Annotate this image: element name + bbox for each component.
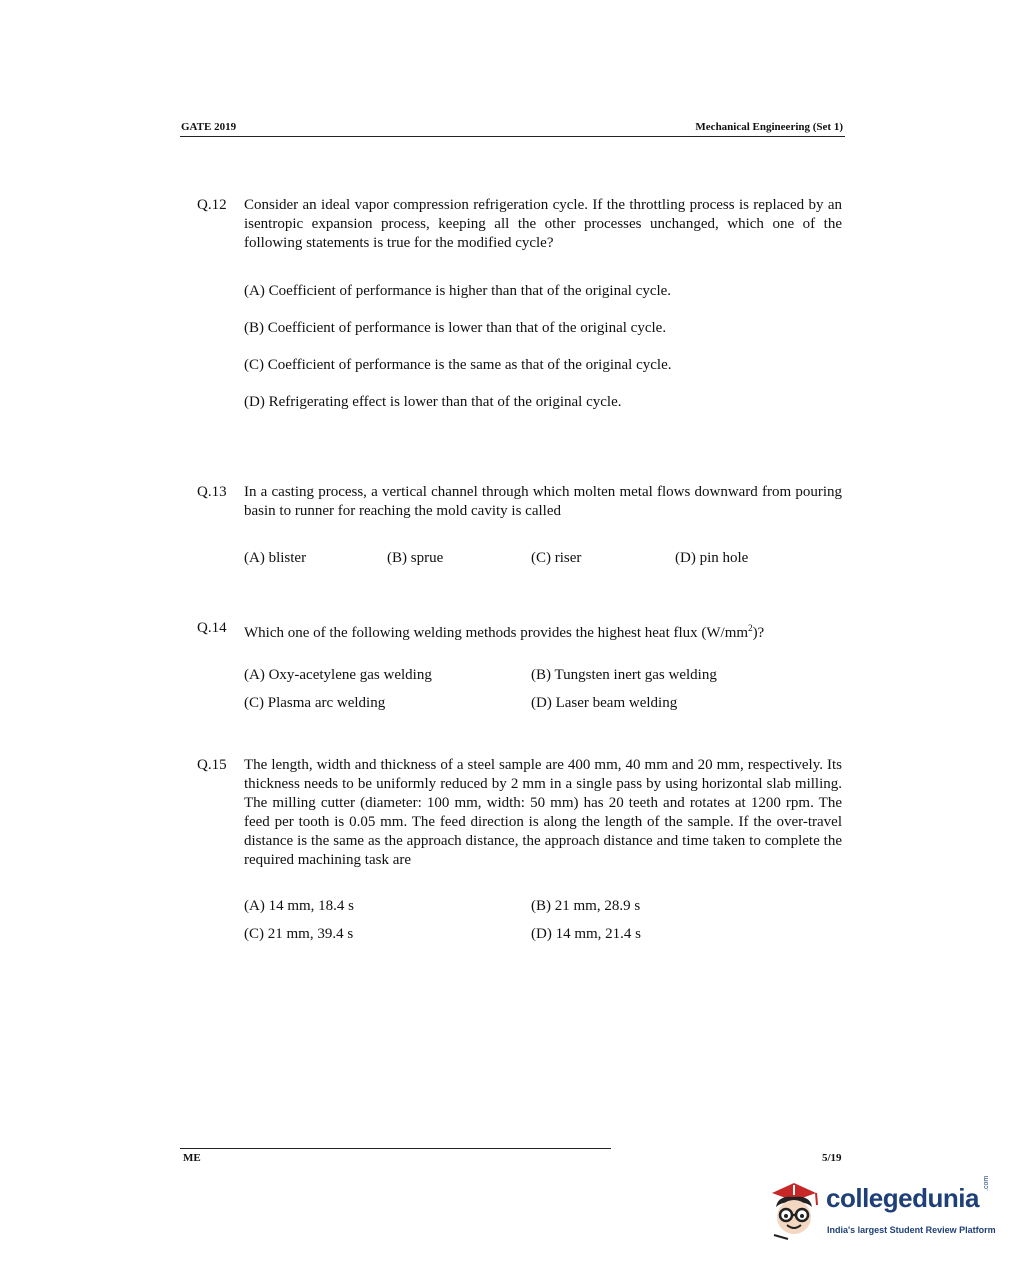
header-paper-title: Mechanical Engineering (Set 1) — [695, 121, 843, 133]
question-text: Consider an ideal vapor compression refrigeration cycle. If the throttling process is replaced by an isentropic expansion process, keeping all the other processes unchanged, which one of the following statements is true for the modified cycle? — [244, 197, 842, 251]
question-text: In a casting process, a vertical channel through which molten metal flows downward from pouring basin to runner for reaching the mold cavity is called — [244, 484, 842, 519]
logo-tagline: India's largest Student Review Platform — [827, 1225, 996, 1235]
option-c: (C) riser — [531, 550, 582, 566]
option-b: (B) sprue — [387, 550, 444, 566]
question-text: The length, width and thickness of a steel sample are 400 mm, 40 mm and 20 mm, respectively. Its thickness needs to be uniformly reduced by 2 mm in a single pass by using horizontal slab milling. The milling cutter (diameter: 100 mm, width: 50 mm) has 20 teeth and rotates at 1200 rpm. The feed per tooth is 0.05 mm. The feed direction is along the length of the sample. If the over-travel distance is the same as the approach distance, the approach distance and time taken to complete the required machining task are — [244, 757, 842, 868]
option-c: (C) Coefficient of performance is the same as that of the original cycle. — [244, 357, 672, 373]
question-15 — [197, 756, 842, 870]
question-text — [244, 619, 842, 643]
question-number: Q.13 — [197, 484, 227, 500]
question-text-main: Which one of the following welding methods provides the highest heat flux (W/mm — [244, 625, 749, 641]
footer-divider — [180, 1148, 611, 1149]
header-divider — [180, 136, 845, 137]
option-d: (D) 14 mm, 21.4 s — [531, 926, 641, 942]
option-a: (A) Oxy-acetylene gas welding — [244, 667, 432, 683]
question-12 — [197, 196, 842, 253]
option-a: (A) Coefficient of performance is higher than that of the original cycle. — [244, 283, 672, 299]
option-d: (D) Laser beam welding — [531, 695, 678, 711]
superscript: 2 — [748, 623, 753, 633]
question-14 — [197, 619, 842, 643]
option-d: (D) Refrigerating effect is lower than that of the original cycle. — [244, 394, 622, 410]
footer-subject-code: ME — [183, 1152, 201, 1164]
mascot-icon — [766, 1177, 824, 1247]
option-b: (B) 21 mm, 28.9 s — [531, 898, 641, 914]
option-c: (C) 21 mm, 39.4 s — [244, 926, 354, 942]
option-a: (A) 14 mm, 18.4 s — [244, 898, 354, 914]
logo-wordmark: collegedunia — [826, 1183, 979, 1213]
question-text-end: )? — [752, 625, 765, 641]
page-number: 5/19 — [822, 1152, 842, 1164]
logo-domain-suffix: .com — [983, 1175, 990, 1191]
option-a: (A) blister — [244, 550, 307, 566]
question-number: Q.12 — [197, 197, 227, 213]
option-d: (D) pin hole — [675, 550, 749, 566]
option-c: (C) Plasma arc welding — [244, 695, 386, 711]
header-exam-title: GATE 2019 — [181, 121, 237, 133]
question-number: Q.15 — [197, 757, 227, 773]
question-number: Q.14 — [197, 620, 227, 636]
option-b: (B) Coefficient of performance is lower than that of the original cycle. — [244, 320, 667, 336]
collegedunia-logo — [766, 1177, 996, 1249]
option-b: (B) Tungsten inert gas welding — [531, 667, 717, 683]
question-13 — [197, 483, 842, 521]
